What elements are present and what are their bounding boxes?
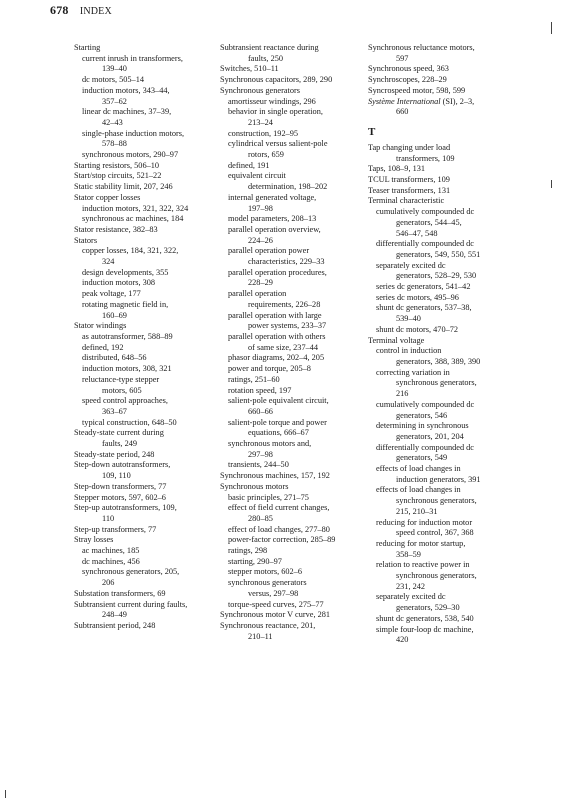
index-subentry: copper losses, 184, 321, 322, <box>82 246 179 256</box>
index-entry: Stator copper losses <box>74 192 141 202</box>
index-subentry: 216 <box>396 389 409 399</box>
index-entry: Synchronous machines, 157, 192 <box>220 471 330 481</box>
index-subentry: linear dc machines, 37–39, <box>82 107 172 117</box>
index-subentry: synchronous generators, <box>396 378 477 388</box>
index-subentry: series dc motors, 495–96 <box>376 292 459 302</box>
index-entry: Synchronous capacitors, 289, 290 <box>220 75 333 85</box>
index-subentry: synchronous generators <box>228 578 307 588</box>
index-entry: Synchronous reactance, 201, <box>220 620 316 630</box>
index-subentry: cumulatively compounded dc <box>376 399 475 409</box>
index-subentry: 139–40 <box>102 64 127 74</box>
index-subentry: 546–47, 548 <box>396 228 438 238</box>
index-subentry: correcting variation in <box>376 367 450 377</box>
index-subentry: synchronous motors and, <box>228 439 312 449</box>
index-subentry: relation to reactive power in <box>376 560 470 570</box>
index-subentry: power and torque, 205–8 <box>228 364 311 374</box>
index-entry: Subtransient current during faults, <box>74 599 188 609</box>
index-entry: Static stability limit, 207, 246 <box>74 182 173 192</box>
index-entry: Stator windings <box>74 321 127 331</box>
index-column-1 <box>74 43 209 632</box>
index-subentry: induction motors, 343–44, <box>82 85 170 95</box>
index-subentry: generators, 544–45, <box>396 217 462 227</box>
index-subentry: 197–98 <box>248 203 273 213</box>
index-subentry: synchronous generators, 205, <box>82 567 180 577</box>
index-subentry: simple four-loop dc machine, <box>376 624 474 634</box>
index-subentry: current inrush in transformers, <box>82 53 183 63</box>
index-subentry: defined, 192 <box>82 342 124 352</box>
index-subentry: parallel operation with others <box>228 331 326 341</box>
index-subentry: equivalent circuit <box>228 171 286 181</box>
index-subentry: amortisseur windings, 296 <box>228 96 316 106</box>
index-entry: Stepper motors, 597, 602–6 <box>74 492 166 502</box>
index-subentry: parallel operation power <box>228 246 310 256</box>
index-subentry: 231, 242 <box>396 581 426 591</box>
index-subentry: as autotransformer, 588–89 <box>82 331 173 341</box>
index-subentry: reluctance-type stepper <box>82 374 160 384</box>
index-subentry: effects of load changes in <box>376 485 461 495</box>
index-subentry: 248–49 <box>102 610 127 620</box>
index-subentry: generators, 549, 550, 551 <box>396 249 481 259</box>
index-subentry: effect of load changes, 277–80 <box>228 524 330 534</box>
index-subentry: reducing for induction motor <box>376 517 473 527</box>
index-subentry: torque-speed curves, 275–77 <box>228 599 324 609</box>
index-subentry: starting, 290–97 <box>228 556 282 566</box>
index-entry: Steady-state period, 248 <box>74 449 155 459</box>
index-subentry: 578–88 <box>102 139 127 149</box>
index-subentry: cumulatively compounded dc <box>376 207 475 217</box>
index-subentry: rotation speed, 197 <box>228 385 292 395</box>
index-entry: Stray losses <box>74 535 114 545</box>
index-subentry: 280–85 <box>248 513 273 523</box>
index-subentry: synchronous motors, 290–97 <box>82 150 179 160</box>
index-subentry: 215, 210–31 <box>396 506 438 516</box>
index-subentry: 228–29 <box>248 278 273 288</box>
index-entry: Synchronous speed, 363 <box>368 64 449 74</box>
index-subentry: shunt dc motors, 470–72 <box>376 324 459 334</box>
index-subentry: behavior in single operation, <box>228 107 323 117</box>
index-entry: Switches, 510–11 <box>220 64 279 74</box>
index-subentry: distributed, 648–56 <box>82 353 147 363</box>
index-entry: Stators <box>74 235 98 245</box>
index-entry: Teaser transformers, 131 <box>368 185 451 195</box>
index-entry: Start/stop circuits, 521–22 <box>74 171 162 181</box>
index-subentry: generators, 528–29, 530 <box>396 271 477 281</box>
index-subentry: shunt dc generators, 537–38, <box>376 303 472 313</box>
index-subentry: single-phase induction motors, <box>82 128 185 138</box>
index-subentry: 109, 110 <box>102 471 131 481</box>
index-subentry: transients, 244–50 <box>228 460 289 470</box>
index-subentry: cylindrical versus salient-pole <box>228 139 328 149</box>
index-entry: Starting resistors, 506–10 <box>74 160 160 170</box>
index-subentry: parallel operation procedures, <box>228 267 327 277</box>
index-subentry: power systems, 233–37 <box>248 321 327 331</box>
index-entry: Step-down transformers, 77 <box>74 481 167 491</box>
index-subentry: 210–11 <box>248 631 273 641</box>
index-subentry: 213–24 <box>248 117 273 127</box>
index-subentry: faults, 249 <box>102 439 138 449</box>
index-subentry: phasor diagrams, 202–4, 205 <box>228 353 325 363</box>
index-column-3 <box>368 43 518 646</box>
index-subentry: salient-pole equivalent circuit, <box>228 396 329 406</box>
index-subentry: ratings, 298 <box>228 546 268 556</box>
section-letter: T <box>368 125 376 138</box>
index-subentry: dc machines, 456 <box>82 556 140 566</box>
index-subentry: parallel operation <box>228 289 287 299</box>
index-entry: Tap changing under load <box>368 142 451 152</box>
index-subentry: stepper motors, 602–6 <box>228 567 302 577</box>
index-subentry: parallel operation overview, <box>228 224 321 234</box>
index-subentry: 363–67 <box>102 406 127 416</box>
index-subentry: 420 <box>396 635 409 645</box>
index-subentry: 110 <box>102 513 115 523</box>
index-subentry: effects of load changes in <box>376 464 461 474</box>
index-subentry: generators, 388, 389, 390 <box>396 356 481 366</box>
index-subentry: ac machines, 185 <box>82 546 140 556</box>
index-subentry: synchronous ac machines, 184 <box>82 214 184 224</box>
index-subentry: rotating magnetic field in, <box>82 299 169 309</box>
index-subentry: 324 <box>102 257 115 267</box>
index-subentry: 297–98 <box>248 449 273 459</box>
index-subentry: transformers, 109 <box>396 153 455 163</box>
page-number: 678 <box>50 3 69 17</box>
index-entry: Système International (SI), 2–3, <box>368 96 475 106</box>
index-entry: Steady-state current during <box>74 428 164 438</box>
index-subentry: 160–69 <box>102 310 127 320</box>
index-entry: Synchronous reluctance motors, <box>368 43 475 52</box>
index-entry: Terminal characteristic <box>368 196 445 206</box>
index-entry: Taps, 108–9, 131 <box>368 164 426 174</box>
index-subentry: determination, 198–202 <box>248 182 328 192</box>
index-entry: Synchronous motors <box>220 481 289 491</box>
index-subentry: ratings, 251–60 <box>228 374 280 384</box>
index-subentry: 357–62 <box>102 96 127 106</box>
index-entry: Step-down autotransformers, <box>74 460 171 470</box>
index-subentry: separately excited dc <box>376 260 446 270</box>
index-entry: Stator resistance, 382–83 <box>74 224 158 234</box>
index-subentry: 660 <box>396 107 409 117</box>
page-header <box>50 3 112 18</box>
index-entry: Syncrospeed motor, 598, 599 <box>368 85 466 95</box>
index-subentry: induction generators, 391 <box>396 474 481 484</box>
index-subentry: requirements, 226–28 <box>248 299 321 309</box>
margin-mark <box>551 180 552 188</box>
index-subentry: motors, 605 <box>102 385 142 395</box>
index-entry: Subtransient period, 248 <box>74 620 156 630</box>
index-entry: Step-up autotransformers, 109, <box>74 503 177 513</box>
index-entry: Subtransient reactance during <box>220 43 319 52</box>
index-subentry: of same size, 237–44 <box>248 342 319 352</box>
index-subentry: differentially compounded dc <box>376 239 474 249</box>
margin-mark <box>5 790 6 798</box>
index-subentry: dc motors, 505–14 <box>82 75 144 85</box>
index-subentry: differentially compounded dc <box>376 442 474 452</box>
index-entry: Step-up transformers, 77 <box>74 524 157 534</box>
index-subentry: induction motors, 321, 322, 324 <box>82 203 189 213</box>
index-subentry: induction motors, 308, 321 <box>82 364 172 374</box>
index-entry: Synchroscopes, 228–29 <box>368 75 447 85</box>
index-entry: Terminal voltage <box>368 335 425 345</box>
index-subentry: rotors, 659 <box>248 150 284 160</box>
index-subentry: 597 <box>396 53 409 63</box>
index-subentry: reducing for motor startup, <box>376 538 466 548</box>
index-subentry: speed control, 367, 368 <box>396 528 474 538</box>
index-subentry: synchronous generators, <box>396 571 477 581</box>
index-entry: Starting <box>74 43 101 52</box>
index-subentry: construction, 192–95 <box>228 128 299 138</box>
index-entry: Substation transformers, 69 <box>74 588 166 598</box>
index-subentry: synchronous generators, <box>396 496 477 506</box>
index-subentry: design developments, 355 <box>82 267 169 277</box>
index-subentry: separately excited dc <box>376 592 446 602</box>
index-subentry: equations, 666–67 <box>248 428 309 438</box>
index-subentry: basic principles, 271–75 <box>228 492 309 502</box>
index-subentry: effect of field current changes, <box>228 503 330 513</box>
index-column-2 <box>220 43 360 642</box>
margin-mark <box>551 22 552 34</box>
index-subentry: induction motors, 308 <box>82 278 156 288</box>
index-subentry: 42–43 <box>102 117 123 127</box>
index-subentry: characteristics, 229–33 <box>248 257 325 267</box>
index-subentry: internal generated voltage, <box>228 192 317 202</box>
index-subentry: salient-pole torque and power <box>228 417 327 427</box>
index-subentry: generators, 546 <box>396 410 448 420</box>
index-subentry: generators, 529–30 <box>396 603 460 613</box>
index-subentry: faults, 250 <box>248 53 284 63</box>
index-entry: Synchronous generators <box>220 85 300 95</box>
index-subentry: 539–40 <box>396 314 421 324</box>
page-title: INDEX <box>79 6 112 17</box>
index-subentry: generators, 549 <box>396 453 448 463</box>
index-entry: Synchronous motor V curve, 281 <box>220 610 331 620</box>
index-subentry: parallel operation with large <box>228 310 322 320</box>
index-subentry: speed control approaches, <box>82 396 168 406</box>
index-subentry: shunt dc generators, 538, 540 <box>376 613 474 623</box>
index-subentry: model parameters, 208–13 <box>228 214 317 224</box>
index-entry: TCUL transformers, 109 <box>368 175 450 185</box>
index-subentry: defined, 191 <box>228 160 270 170</box>
index-subentry: determining in synchronous <box>376 421 469 431</box>
index-subentry: series dc generators, 541–42 <box>376 282 471 292</box>
index-subentry: power-factor correction, 285–89 <box>228 535 336 545</box>
index-subentry: generators, 201, 204 <box>396 431 464 441</box>
index-subentry: control in induction <box>376 346 442 356</box>
index-subentry: 660–66 <box>248 406 273 416</box>
index-subentry: peak voltage, 177 <box>82 289 141 299</box>
index-subentry: 358–59 <box>396 549 421 559</box>
index-subentry: typical construction, 648–50 <box>82 417 177 427</box>
index-subentry: 206 <box>102 578 115 588</box>
index-subentry: 224–26 <box>248 235 273 245</box>
index-subentry: versus, 297–98 <box>248 588 299 598</box>
